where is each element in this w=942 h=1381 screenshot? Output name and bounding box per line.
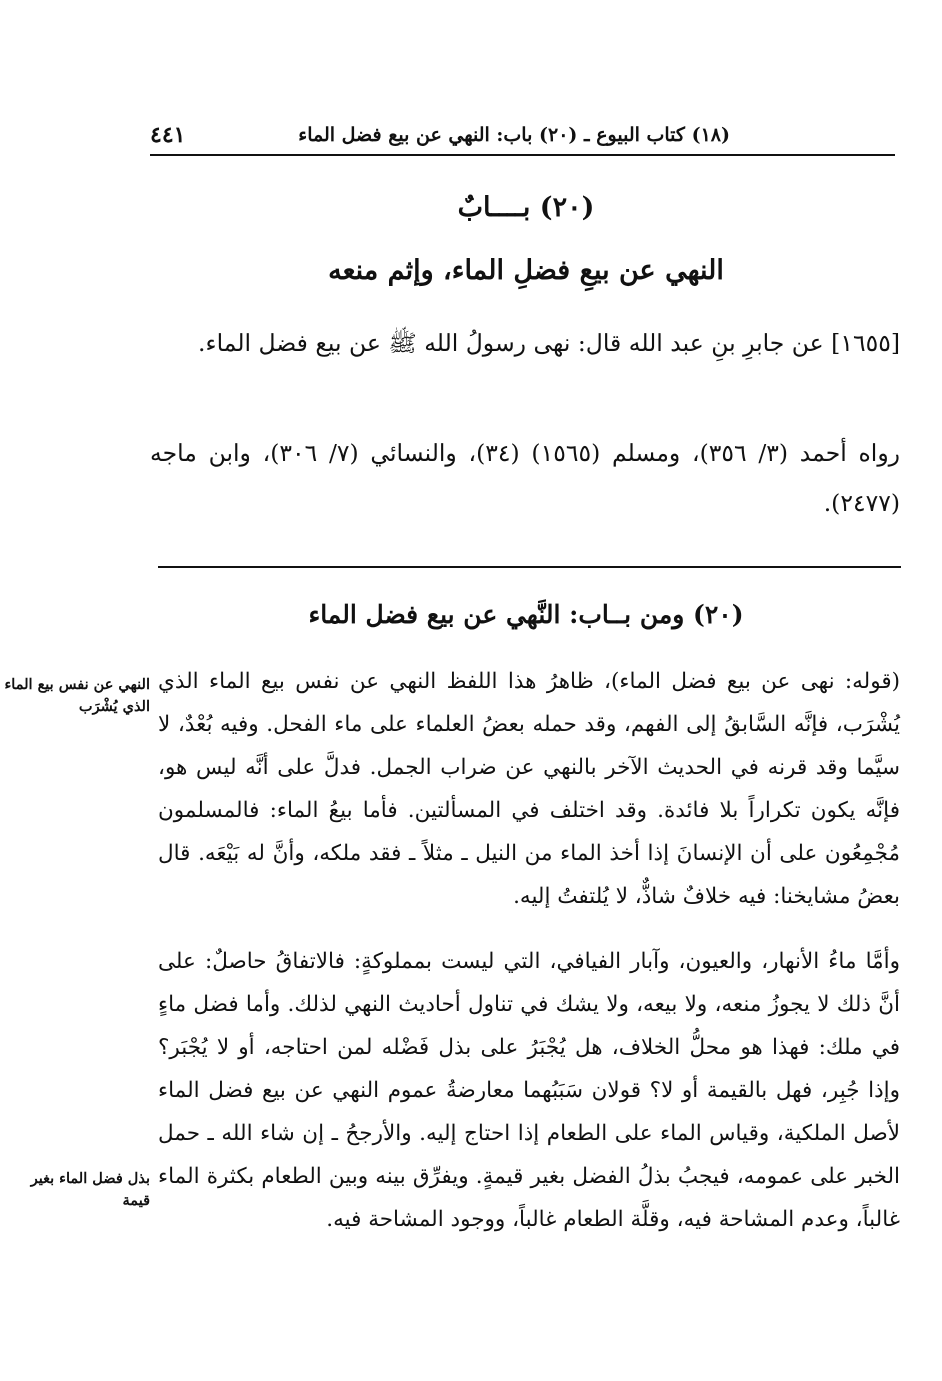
hadith-source: رواه أحمد (٣/ ٣٥٦)، ومسلم (١٥٦٥) (٣٤)، والنسائي (٧/ ٣٠٦)، وابن ماجه (٢٤٧٧).	[150, 439, 901, 517]
chapter-title: النهي عن بيعِ فضلِ الماء، وإثم منعه	[328, 255, 724, 286]
running-head-title: (١٨) كتاب البيوع ـ (٢٠) باب: النهي عن بيع فضل الماء	[298, 124, 730, 146]
margin-note-1: النهي عن نفس بيع الماء الذي يُشْرَب	[4, 676, 150, 715]
chapter-number: (٢٠) بــــابٌ	[457, 192, 595, 223]
commentary-paragraph-1: (قوله: نهى عن بيع فضل الماء)، ظاهرُ هذا اللفظ النهي عن نفس بيع الماء الذي يُشْرَب، فإنَّه السَّابقُ إلى الفهم، وقد حمله بعضُ العلماء على ماء الفحل. وفيه بُعْدٌ، لا سيَّما وقد قرنه في الحديث الآخر بالنهي عن ضراب الجمل. فدلَّ على أنَّه ليس هو، فإنَّه يكون تكراراً بلا فائدة. وقد اختلف في المسألتين. فأما بيعُ الماء: فالمسلمون مُجْمِعُون على أن الإنسانَ إذا أخذ الماء من النيل ـ مثلاً ـ فقد ملكه، وأنَّ له بَيْعَه. قال بعضُ مشايخنا: فيه خلافٌ شاذٌّ، لا يُلتفتُ إليه.	[158, 669, 900, 909]
commentary-heading: (٢٠) ومن بــاب: النَّهي عن بيع فضل الماء	[308, 600, 744, 629]
running-head	[150, 118, 895, 156]
commentary-paragraph-2: وأمَّا ماءُ الأنهار، والعيون، وآبار الفيافي، التي ليست بمملوكةٍ: فالاتفاقُ حاصلٌ: على أنَّ ذلك لا يجوزُ منعه، ولا بيعه، ولا يشك في تناول أحاديث النهي لذلك. وأما فضل ماءٍ في ملك: فهذا هو محلُّ الخلاف، هل يُجْبَرُ على بذل فَضْله لمن احتاجه، أو لا يُجْبَر؟ وإذا جُبِر، فهل بالقيمة أو لا؟ قولان سَبَبُهما معارضةُ عموم النهي عن بيع فضل الماء لأصل الملكية، وقياس الماء على الطعام إذا احتاج إليه. والأرجحُ ـ إن شاء الله ـ حمل الخبر على عمومه، فيجبُ بذلُ الفضل بغير قيمةٍ. ويفرِّق بينه وبين الطعام بكثرة الماء غالباً، وعدم المشاحة فيه، وقلَّة الطعام غالباً، ووجود المشاحة فيه.	[158, 949, 900, 1232]
hadith-text: [١٦٥٥] عن جابرِ بنِ عبد الله قال: نهى رسولُ الله ﷺ عن بيع فضل الماء.	[198, 329, 900, 357]
page-number: ٤٤١	[150, 122, 186, 148]
margin-note-2: بذل فضل الماء بغير قيمة	[30, 1170, 150, 1209]
footnote-separator	[158, 566, 901, 568]
